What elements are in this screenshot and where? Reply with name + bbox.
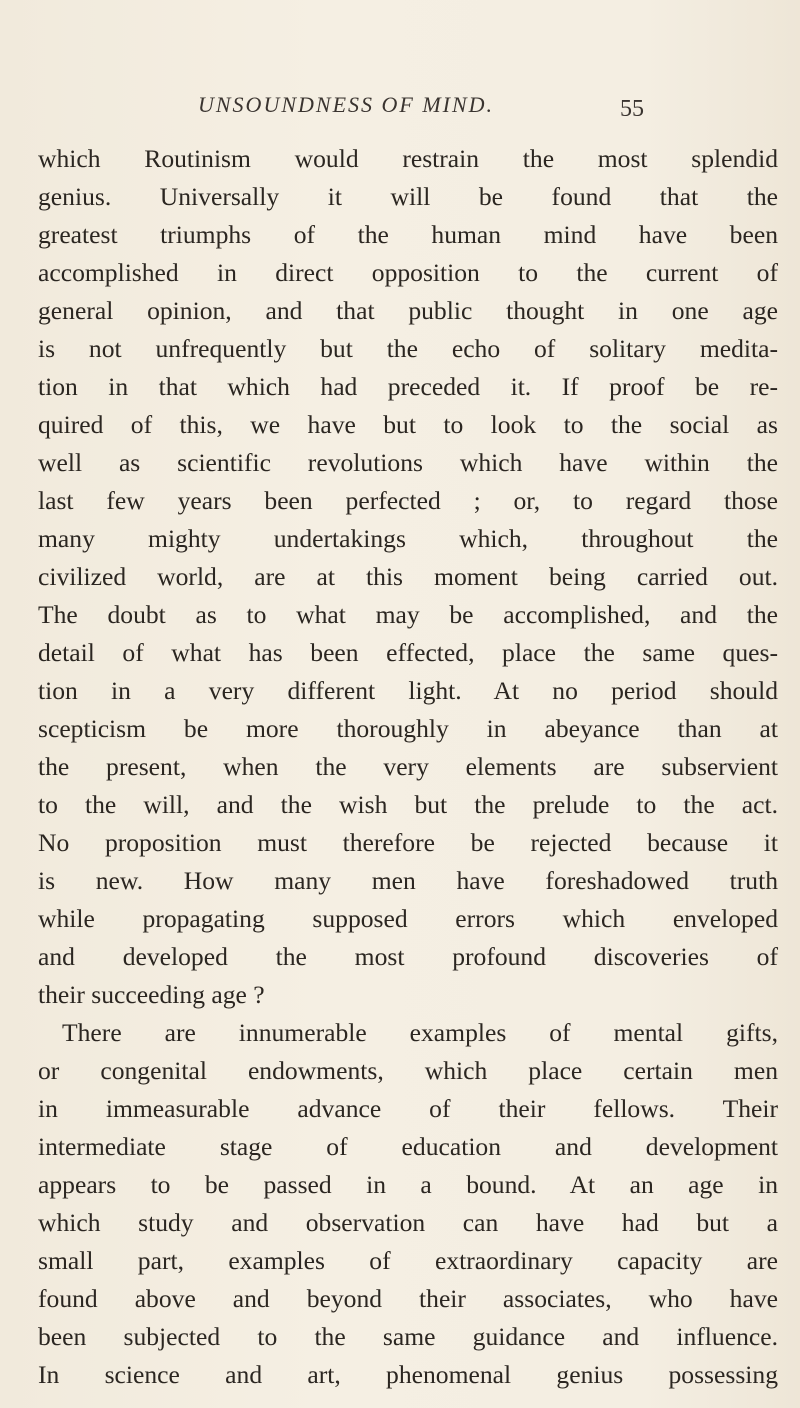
text-line: while propagating supposed errors which enveloped xyxy=(38,904,778,933)
text-line: greatest triumphs of the human mind have been xyxy=(38,220,778,249)
text-line: general opinion, and that public thought in one age xyxy=(38,296,778,325)
text-line: tion in a very different light. At no period should xyxy=(38,676,778,705)
text-line: which Routinism would restrain the most splendid xyxy=(38,144,778,173)
text-line: civilized world, are at this moment being carried out. xyxy=(38,562,778,591)
text-line: or congenital endowments, which place certain men xyxy=(38,1056,778,1085)
text-line: No proposition must therefore be rejected because it xyxy=(38,828,778,857)
text-line: last few years been perfected ; or, to regard those xyxy=(38,486,778,515)
text-line: scepticism be more thoroughly in abeyance than at xyxy=(38,714,778,743)
page-number: 55 xyxy=(620,96,644,122)
running-head xyxy=(0,92,800,128)
text-line: In science and art, phenomenal genius possessing xyxy=(38,1360,778,1389)
text-line: genius. Universally it will be found that the xyxy=(38,182,778,211)
body-text xyxy=(38,140,778,1394)
text-line: accomplished in direct opposition to the current of xyxy=(38,258,778,287)
text-line: small part, examples of extraordinary capacity are xyxy=(38,1246,778,1275)
text-line: appears to be passed in a bound. At an age in xyxy=(38,1170,778,1199)
text-line: is new. How many men have foreshadowed truth xyxy=(38,866,778,895)
text-line: the present, when the very elements are subservient xyxy=(38,752,778,781)
text-line: detail of what has been effected, place the same ques- xyxy=(38,638,778,667)
text-line: intermediate stage of education and development xyxy=(38,1132,778,1161)
text-line: many mighty undertakings which, throughout the xyxy=(38,524,778,553)
text-line: and developed the most profound discoveries of xyxy=(38,942,778,971)
text-line: to the will, and the wish but the prelude to the act. xyxy=(38,790,778,819)
text-line: The doubt as to what may be accomplished, and the xyxy=(38,600,778,629)
text-line: tion in that which had preceded it. If proof be re- xyxy=(38,372,778,401)
text-line: in immeasurable advance of their fellows. Their xyxy=(38,1094,778,1123)
text-line: quired of this, we have but to look to the social as xyxy=(38,410,778,439)
running-title: UNSOUNDNESS OF MIND. xyxy=(198,92,495,117)
text-line: There are innumerable examples of mental gifts, xyxy=(62,1018,778,1047)
text-line: their succeeding age ? xyxy=(38,980,265,1009)
text-line: is not unfrequently but the echo of solitary medita- xyxy=(38,334,778,363)
text-line: been subjected to the same guidance and influence. xyxy=(38,1322,778,1351)
text-line: found above and beyond their associates, who have xyxy=(38,1284,778,1313)
text-line: which study and observation can have had but a xyxy=(38,1208,778,1237)
text-line: well as scientific revolutions which have within the xyxy=(38,448,778,477)
